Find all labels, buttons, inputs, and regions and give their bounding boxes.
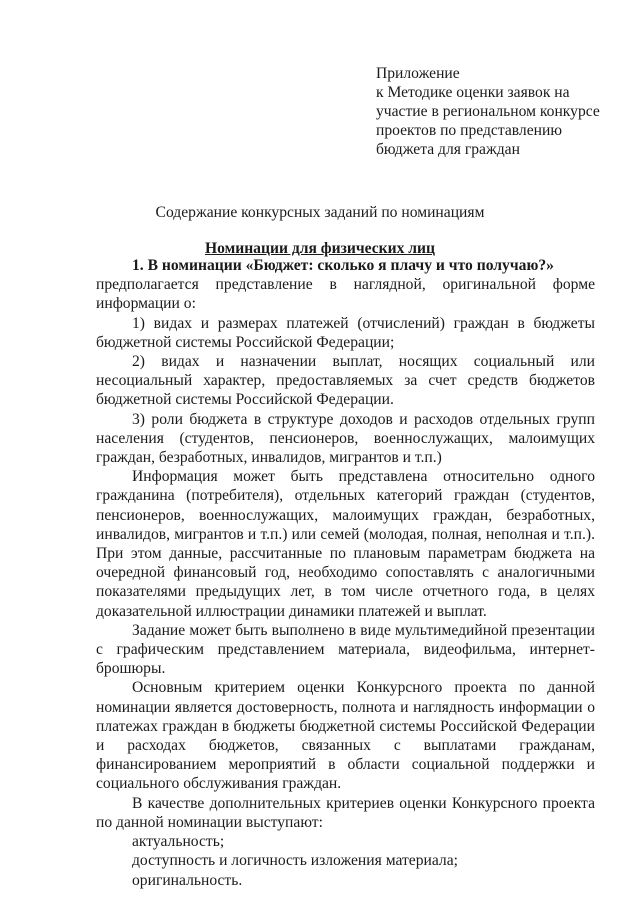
appendix-line: бюджета для граждан [376, 141, 520, 158]
paragraph: Основным критерием оценки Конкурсного проекта по данной номинации является достоверность, полнота и наглядность информации о платежах граждан в бюджеты бюджетной системы Российской Федерации и расходах бюджетов, связанных с выплатами гражданам, финансированием мероприятий в области социальной поддержки и социального обслуживания граждан. [96, 679, 595, 793]
criteria-item: актуальность; [132, 833, 225, 851]
paragraph: Задание может быть выполнено в виде мультимедийной презентации с графическим представлением материала, видеофильма, интернет-брошюры. [96, 621, 595, 678]
appendix-line: проектов по представлению [376, 122, 562, 139]
list-item: 3) роли бюджета в структуре доходов и расходов отдельных групп населения (студентов, пенсионеров, военнослужащих, малоимущих граждан, безработных, инвалидов, мигрантов и т.п.) [96, 410, 595, 467]
list-item: 1) видах и размерах платежей (отчислений) граждан в бюджеты бюджетной системы Российской Федерации; [96, 314, 595, 351]
section-title: Номинации для физических лиц [204, 240, 436, 257]
nomination-title: 1. В номинации «Бюджет: сколько я плачу и что получаю?» [132, 257, 554, 274]
paragraph: В качестве дополнительных критериев оценки Конкурсного проекта по данной номинации выступают: [96, 794, 595, 831]
paragraph: Информация может быть представлена относительно одного гражданина (потребителя), отдельных категорий граждан (студентов, пенсионеров, военнослужащих, малоимущих граждан, безработных, инвалидов, мигрантов и т.п.) или семей (молодая, полная, неполная и т.п.). При этом данные, рассчитанные по плановым параметрам бюджета на очередной финансовый год, необходимо сопоставлять с аналогичными показателями предыдущих лет, в том числе отчетного года, в целях доказательной иллюстрации динамики платежей и выплат. [96, 468, 595, 620]
appendix-line: к Методике оценки заявок на [376, 84, 570, 101]
criteria-item: оригинальность. [132, 871, 243, 889]
appendix-block [376, 64, 626, 159]
document-body [96, 256, 595, 890]
document-heading: Содержание конкурсных заданий по номинациям [155, 204, 485, 221]
list-item: 2) видах и назначении выплат, носящих социальный или несоциальный характер, предоставляемых за счет средств бюджетов бюджетной системы Российской Федерации. [96, 353, 595, 409]
criteria-item: доступность и логичность изложения материала; [132, 852, 458, 870]
appendix-line: участие в региональном конкурсе [376, 103, 600, 120]
appendix-line: Приложение [376, 65, 460, 82]
nomination-intro: предполагается представление в наглядной, оригинальной форме информации о: [96, 276, 595, 313]
